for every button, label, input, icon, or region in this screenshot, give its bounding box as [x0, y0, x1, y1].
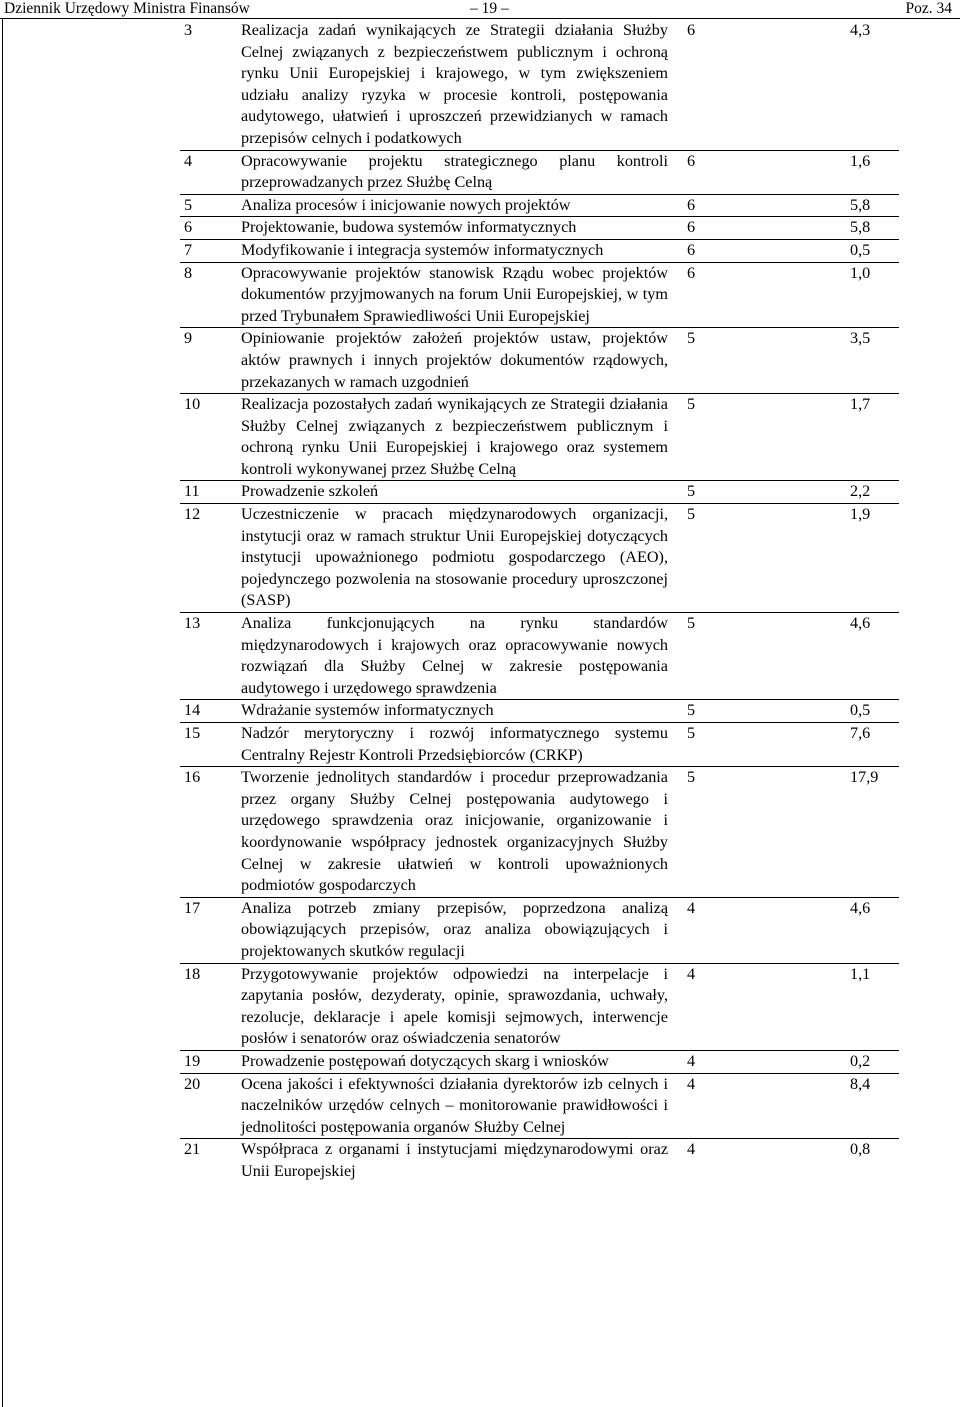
- row-value-a: 6: [672, 239, 710, 262]
- row-value-b: 8,4: [710, 1073, 899, 1139]
- row-number: 13: [180, 613, 241, 700]
- row-description: Tworzenie jednolitych standardów i procedur przeprowadzania przez organy Służby Celnej postępowania audytowego i urzędowego sprawdzenia oraz inicjowanie, organizowanie i koordynowanie współpracy jednostek organizacyjnych Służby Celnej w zakresie ułatwień w kontroli upoważnionych podmiotów gospodarczych: [241, 767, 672, 898]
- row-value-a: 5: [672, 613, 710, 700]
- row-number: 9: [180, 328, 241, 394]
- row-description: Analiza procesów i inicjowanie nowych projektów: [241, 194, 672, 217]
- row-value-a: 6: [672, 217, 710, 240]
- table-row: [180, 1073, 899, 1139]
- row-value-b: 1,7: [710, 394, 899, 481]
- row-number: 5: [180, 194, 241, 217]
- row-value-a: 5: [672, 700, 710, 723]
- row-value-b: 4,3: [850, 21, 871, 39]
- row-value-b: 7,6: [710, 723, 899, 767]
- row-description: Uczestniczenie w pracach międzynarodowych organizacji, instytucji oraz w ramach struktur Unii Europejskiej dotyczących instytucji upoważnionego podmiotu gospodarczego (AEO), pojedynczego pozwolenia na stosowanie procedury uproszczonej (SASP): [241, 504, 672, 613]
- page-header: [0, 0, 960, 20]
- row-number: 11: [180, 481, 241, 504]
- row-value-b: 5,8: [710, 194, 899, 217]
- row-value-a: 5: [672, 394, 710, 481]
- row-description: Opracowywanie projektu strategicznego planu kontroli przeprowadzanych przez Służbę Celną: [241, 150, 672, 194]
- row-description: Analiza funkcjonujących na rynku standardów międzynarodowych i krajowych oraz opracowywanie nowych rozwiązań dla Służby Celnej w zakresie postępowania audytowego i urzędowego sprawdzenia: [241, 613, 672, 700]
- row-value-b: 1,1: [710, 963, 899, 1050]
- row-value-a: 6: [686, 21, 696, 39]
- row-number: 4: [180, 150, 241, 194]
- row-description: Projektowanie, budowa systemów informatycznych: [241, 217, 672, 240]
- table-row: [180, 897, 899, 963]
- row-number: 17: [180, 897, 241, 963]
- row-value-a: 4: [672, 897, 710, 963]
- row-description: Prowadzenie szkoleń: [241, 481, 672, 504]
- table-row: [180, 700, 899, 723]
- row-description: Przygotowywanie projektów odpowiedzi na interpelacje i zapytania posłów, dezyderaty, opinie, sprawozdania, uchwały, rezolucje, deklaracje i apele komisji sejmowych, interwencje posłów i senatorów oraz oświadczenia senatorów: [241, 963, 672, 1050]
- row-description: Opracowywanie projektów stanowisk Rządu wobec projektów dokumentów przyjmowanych na forum Unii Europejskiej, w tym przed Trybunałem Sprawiedliwości Unii Europejskiej: [241, 262, 672, 328]
- table-row: [180, 481, 899, 504]
- table-row: [180, 20, 899, 150]
- header-rule: [0, 18, 960, 19]
- table-row: [180, 394, 899, 481]
- table-row: [180, 1139, 899, 1183]
- row-value-a: 4: [672, 1050, 710, 1073]
- row-number: 18: [180, 963, 241, 1050]
- journal-title: Dziennik Urzędowy Ministra Finansów: [4, 0, 250, 17]
- row-number: 12: [180, 504, 241, 613]
- row-value-b: 1,6: [710, 150, 899, 194]
- page-number: – 19 –: [470, 0, 509, 17]
- row-value-a: 6: [672, 150, 710, 194]
- row-value-a: 4: [672, 1073, 710, 1139]
- row-value-a: 6: [672, 262, 710, 328]
- table-row: [180, 150, 899, 194]
- row-number: 3: [184, 21, 193, 39]
- table-row: [180, 239, 899, 262]
- row-number: 14: [180, 700, 241, 723]
- row-value-b: 2,2: [710, 481, 899, 504]
- row-value-b: 1,9: [710, 504, 899, 613]
- row-value-b: 1,0: [710, 262, 899, 328]
- table-row: [180, 723, 899, 767]
- row-value-a: 4: [672, 1139, 710, 1183]
- table-row: [180, 1050, 899, 1073]
- row-value-b: 4,6: [710, 613, 899, 700]
- row-number: 15: [180, 723, 241, 767]
- item-number: Poz. 34: [905, 0, 952, 17]
- row-value-a: 5: [672, 328, 710, 394]
- row-value-b: 0,5: [710, 700, 899, 723]
- row-value-a: 6: [672, 194, 710, 217]
- row-description: Ocena jakości i efektywności działania dyrektorów izb celnych i naczelników urzędów celnych – monitorowanie prawidłowości i jednolitości postępowania organów Służby Celnej: [241, 1073, 672, 1139]
- table-row: [180, 963, 899, 1050]
- tasks-table-body: [180, 20, 899, 1182]
- table-row: [180, 328, 899, 394]
- row-description: Opiniowanie projektów założeń projektów ustaw, projektów aktów prawnych i innych projektów dokumentów rządowych, przekazanych w ramach uzgodnień: [241, 328, 672, 394]
- row-value-b: 0,8: [710, 1139, 899, 1183]
- row-value-b: 0,5: [710, 239, 899, 262]
- row-number: 8: [180, 262, 241, 328]
- table-row: [180, 217, 899, 240]
- row-description: Wdrażanie systemów informatycznych: [241, 700, 672, 723]
- row-number: 7: [180, 239, 241, 262]
- margin-line: [2, 19, 3, 1407]
- row-description: Realizacja pozostałych zadań wynikających ze Strategii działania Służby Celnej związanych z bezpieczeństwem publicznym i ochroną rynku Unii Europejskiej i krajowego oraz systemem kontroli wykonywanej przez Służbę Celną: [241, 394, 672, 481]
- row-number: 16: [180, 767, 241, 898]
- row-number: 19: [180, 1050, 241, 1073]
- tasks-table-wrapper: [180, 20, 895, 1182]
- row-value-a: 5: [672, 504, 710, 613]
- row-value-b: 5,8: [710, 217, 899, 240]
- row-value-a: 5: [672, 481, 710, 504]
- row-number: 20: [180, 1073, 241, 1139]
- row-description: Modyfikowanie i integracja systemów informatycznych: [241, 239, 672, 262]
- row-number: 10: [180, 394, 241, 481]
- row-description: Prowadzenie postępowań dotyczących skarg i wniosków: [241, 1050, 672, 1073]
- row-value-b: 0,2: [710, 1050, 899, 1073]
- table-row: [180, 613, 899, 700]
- row-description: Nadzór merytoryczny i rozwój informatycznego systemu Centralny Rejestr Kontroli Przedsiębiorców (CRKP): [241, 723, 672, 767]
- table-row: [180, 504, 899, 613]
- table-row: [180, 262, 899, 328]
- row-value-a: 4: [672, 963, 710, 1050]
- row-value-a: 5: [672, 767, 710, 898]
- row-value-a: 5: [672, 723, 710, 767]
- tasks-table: [180, 20, 899, 1182]
- row-value-b: 4,6: [710, 897, 899, 963]
- row-description: Współpraca z organami i instytucjami międzynarodowymi oraz Unii Europejskiej: [241, 1139, 672, 1183]
- row-value-b: 17,9: [710, 767, 899, 898]
- table-row: [180, 194, 899, 217]
- row-number: 21: [180, 1139, 241, 1183]
- row-description: Analiza potrzeb zmiany przepisów, poprzedzona analizą obowiązujących przepisów, oraz analiza obowiązujących i projektowanych skutków regulacji: [241, 897, 672, 963]
- row-number: 6: [180, 217, 241, 240]
- row-value-b: 3,5: [710, 328, 899, 394]
- table-row: [180, 767, 899, 898]
- row-description: Realizacja zadań wynikających ze Strategii działania Służby Celnej związanych z bezpieczeństwem publicznym i ochroną rynku Unii Europejskiej i krajowego, w tym zwiększeniem udziału analizy ryzyka w procesie kontroli, postępowania audytowego, ułatwień i uproszczeń przewidzianych w ramach przepisów celnych i podatkowych: [241, 21, 668, 147]
